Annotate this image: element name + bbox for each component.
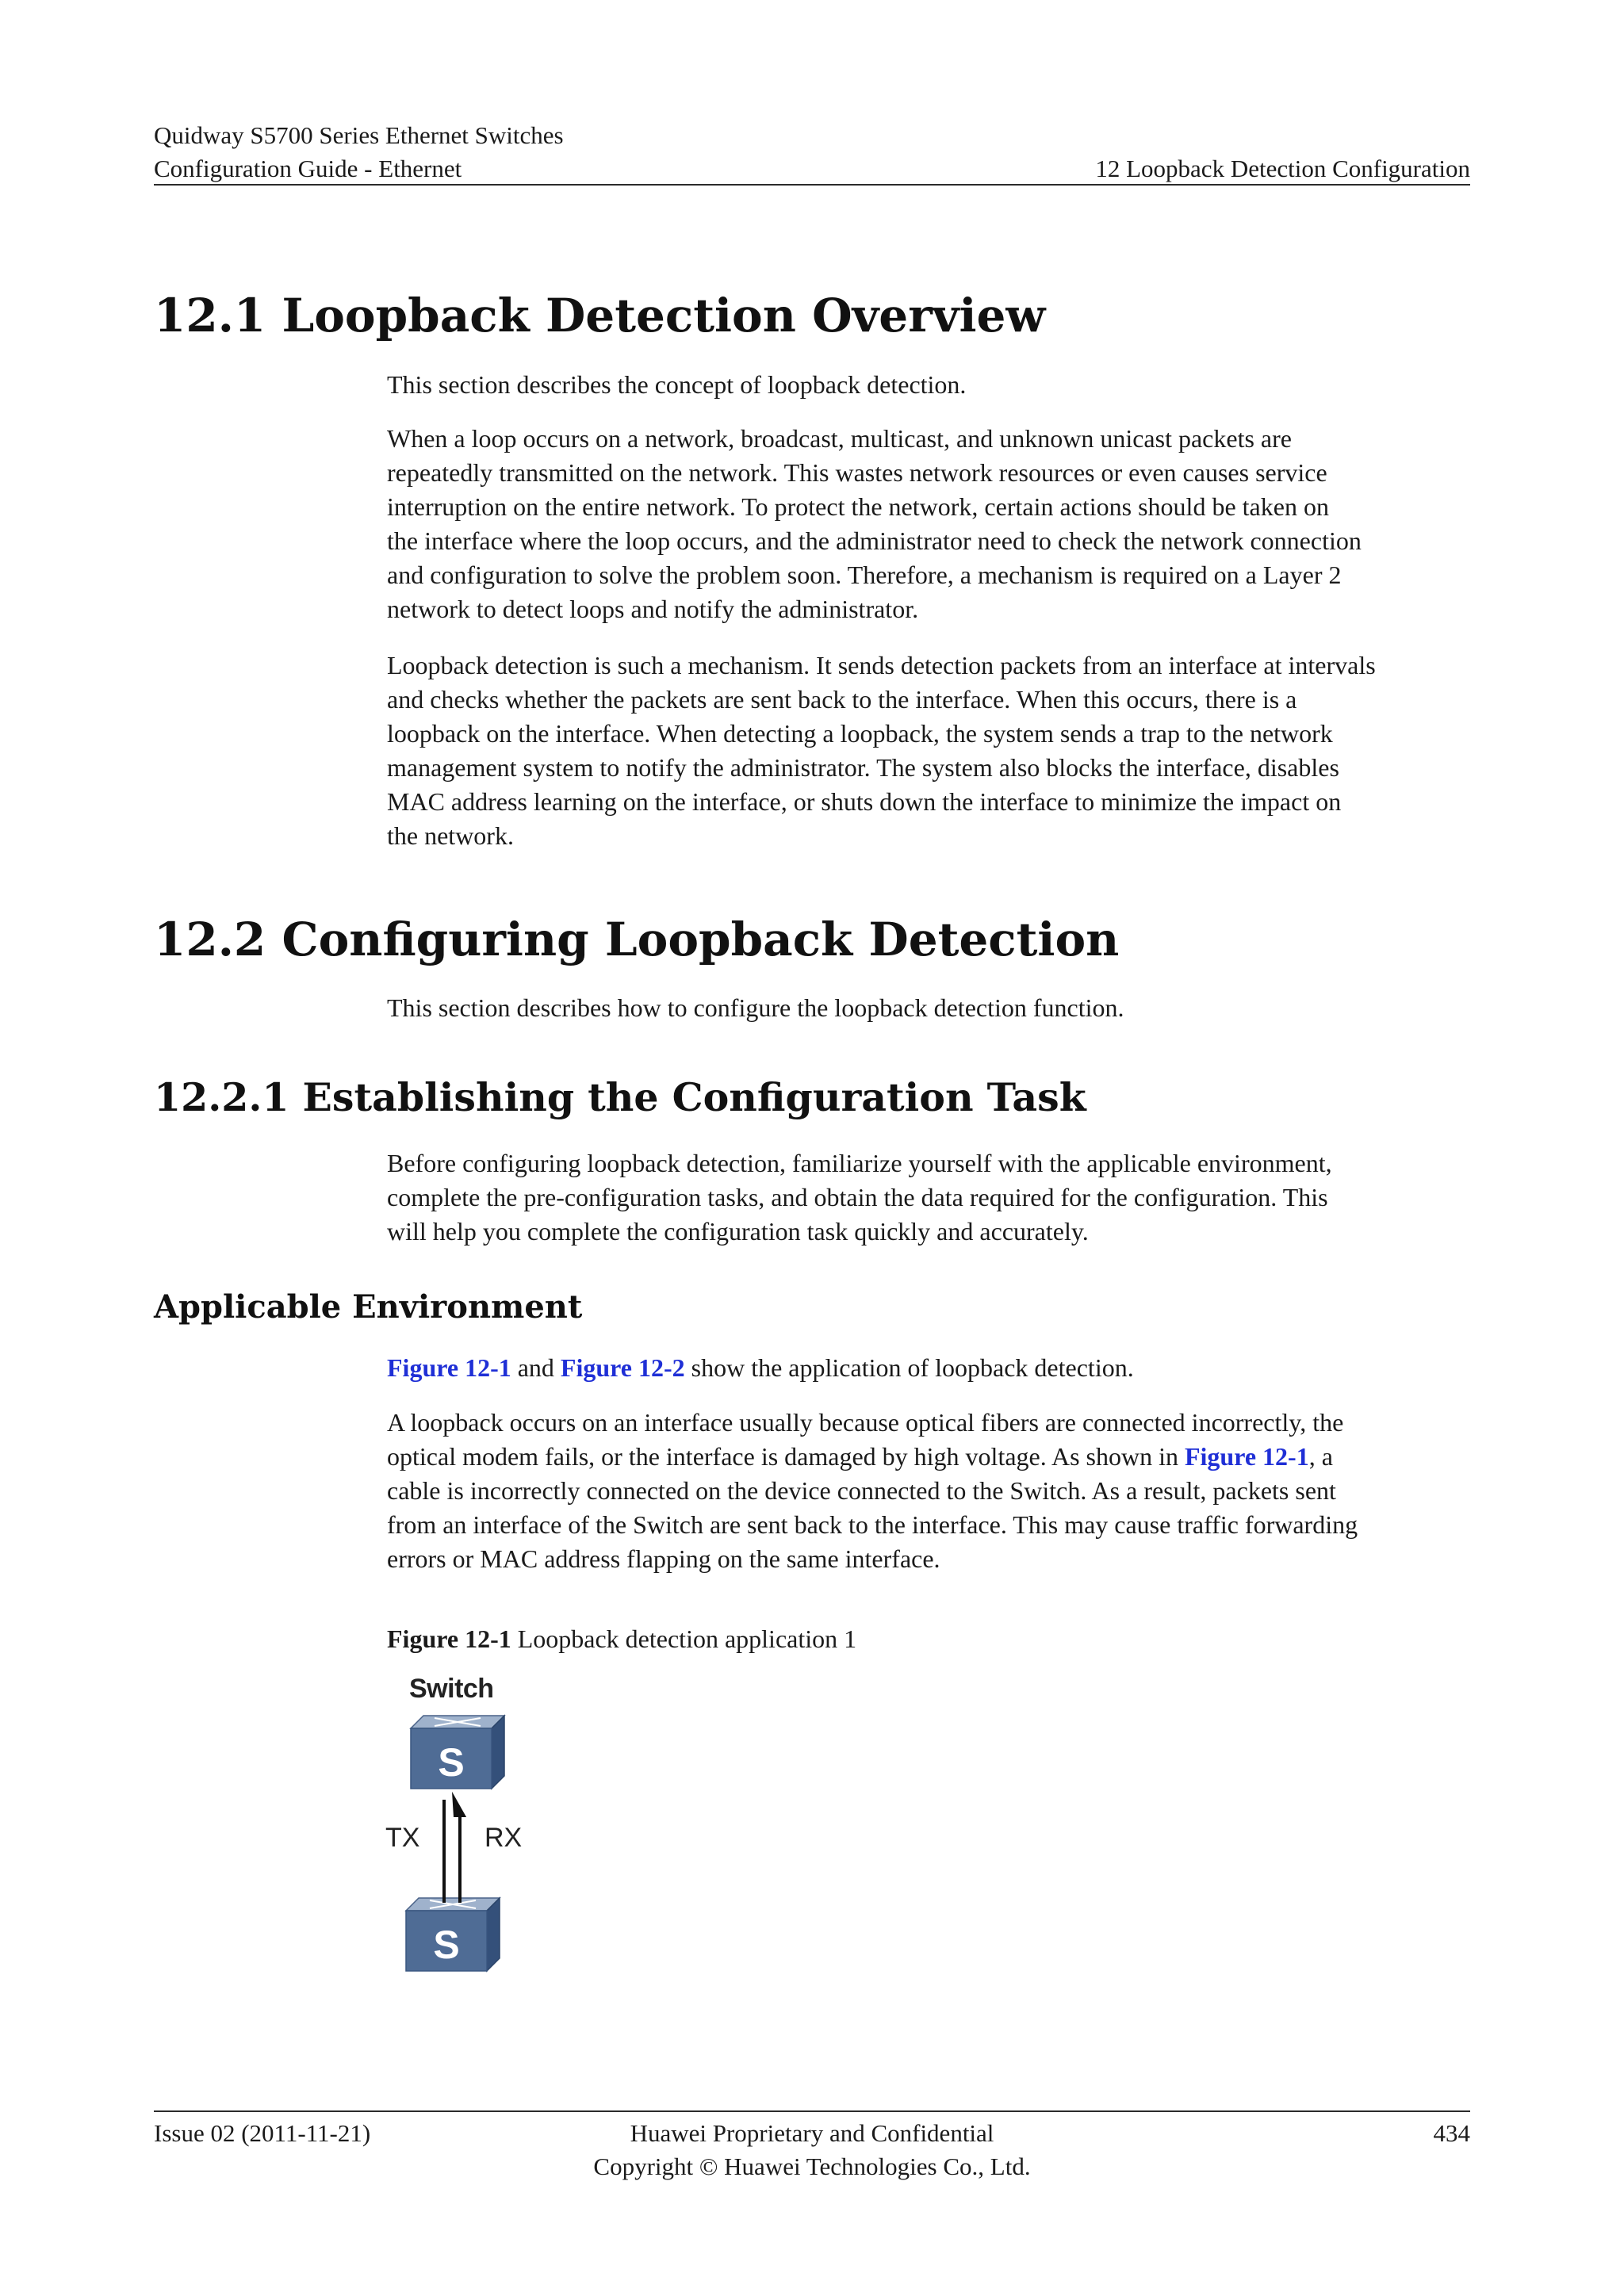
text-line: Before configuring loopback detection, familiarize yourself with the applicable environment, [387, 1149, 1332, 1177]
paragraph-loopback-causes [387, 1406, 1470, 1576]
paragraph-loopback-mechanism [387, 649, 1470, 853]
text-fragment: , a [1308, 1442, 1333, 1471]
paragraph-figure-refs [387, 1351, 1470, 1385]
switch-glyph: S [438, 1740, 465, 1785]
figure-12-1-link[interactable]: Figure 12-1 [1184, 1442, 1309, 1471]
switch-icon [411, 1716, 504, 1789]
footer-issue: Issue 02 (2011-11-21) [154, 2119, 371, 2147]
figure-label: Figure 12-1 [387, 1624, 511, 1653]
text-line: interruption on the entire network. To protect the network, certain actions should be taken on [387, 492, 1329, 521]
heading-12-2: 12.2 Configuring Loopback Detection [154, 913, 1120, 966]
tx-label: TX [385, 1823, 420, 1853]
page-footer [154, 2110, 1470, 2180]
text-line: A loopback occurs on an interface usually because optical fibers are connected incorrectly, the [387, 1408, 1344, 1437]
text-line: network to detect loops and notify the administrator. [387, 595, 919, 623]
footer-center [154, 2117, 1470, 2183]
intro-12-2-text: This section describes how to configure the loopback detection function. [387, 993, 1124, 1022]
text-line: the network. [387, 821, 514, 850]
text-line: from an interface of the Switch are sent back to the interface. This may cause traffic forwarding [387, 1510, 1358, 1539]
intro-12-1 [387, 368, 1470, 402]
text-line: complete the pre-configuration tasks, and obtain the data required for the configuration. This [387, 1183, 1328, 1211]
text-line [387, 1351, 1470, 1385]
paragraph-config-task [387, 1146, 1470, 1249]
paragraph-loop-problem [387, 422, 1470, 626]
header-chapter: 12 Loopback Detection Configuration [1095, 155, 1470, 182]
footer-confidential: Huawei Proprietary and Confidential [630, 2119, 994, 2147]
rx-label: RX [485, 1823, 523, 1853]
loopback-diagram [387, 1665, 561, 1982]
text-fragment: optical modem fails, or the interface is damaged by high voltage. As shown in [387, 1442, 1185, 1471]
heading-applicable-environment: Applicable Environment [154, 1288, 583, 1326]
text-line: will help you complete the configuration task quickly and accurately. [387, 1217, 1089, 1246]
text-line [387, 1440, 1470, 1474]
page-header [154, 119, 1470, 186]
header-guide: Configuration Guide - Ethernet [154, 155, 462, 182]
text-fragment: and [511, 1353, 561, 1382]
heading-12-1: 12.1 Loopback Detection Overview [154, 289, 1046, 342]
text-line: errors or MAC address flapping on the same interface. [387, 1544, 940, 1573]
switch-glyph: S [433, 1923, 460, 1967]
text-line: management system to notify the administrator. The system also blocks the interface, disables [387, 753, 1339, 782]
text-line: Loopback detection is such a mechanism. It sends detection packets from an interface at intervals [387, 651, 1376, 679]
text-line: loopback on the interface. When detecting a loopback, the system sends a trap to the network [387, 719, 1333, 748]
figure-caption [387, 1622, 856, 1655]
text-line: MAC address learning on the interface, or shuts down the interface to minimize the impact on [387, 787, 1342, 816]
heading-12-2-1: 12.2.1 Establishing the Configuration Task [154, 1074, 1086, 1120]
text-line: and configuration to solve the problem soon. Therefore, a mechanism is required on a Layer 2 [387, 561, 1342, 589]
figure-12-1-link[interactable]: Figure 12-1 [387, 1353, 511, 1382]
intro-12-2 [387, 991, 1470, 1025]
header-product: Quidway S5700 Series Ethernet Switches [154, 121, 564, 149]
text-line: repeatedly transmitted on the network. This wastes network resources or even causes service [387, 458, 1327, 487]
intro-12-1-text: This section describes the concept of loopback detection. [387, 370, 967, 399]
text-line: cable is incorrectly connected on the device connected to the Switch. As a result, packets sent [387, 1476, 1336, 1505]
footer-page-number: 434 [1433, 2119, 1470, 2147]
text-line: When a loop occurs on a network, broadcast, multicast, and unknown unicast packets are [387, 424, 1292, 453]
text-line: the interface where the loop occurs, and the administrator need to check the network connection [387, 526, 1362, 555]
text-line: and checks whether the packets are sent back to the interface. When this occurs, there is a [387, 685, 1297, 714]
text-fragment: show the application of loopback detection. [684, 1353, 1134, 1382]
header-left [154, 119, 564, 186]
figure-12-2-link[interactable]: Figure 12-2 [560, 1353, 685, 1382]
switch-label: Switch [409, 1674, 494, 1704]
switch-icon [406, 1898, 500, 1971]
figure-title: Loopback detection application 1 [511, 1624, 857, 1653]
footer-copyright: Copyright © Huawei Technologies Co., Ltd. [593, 2152, 1031, 2180]
